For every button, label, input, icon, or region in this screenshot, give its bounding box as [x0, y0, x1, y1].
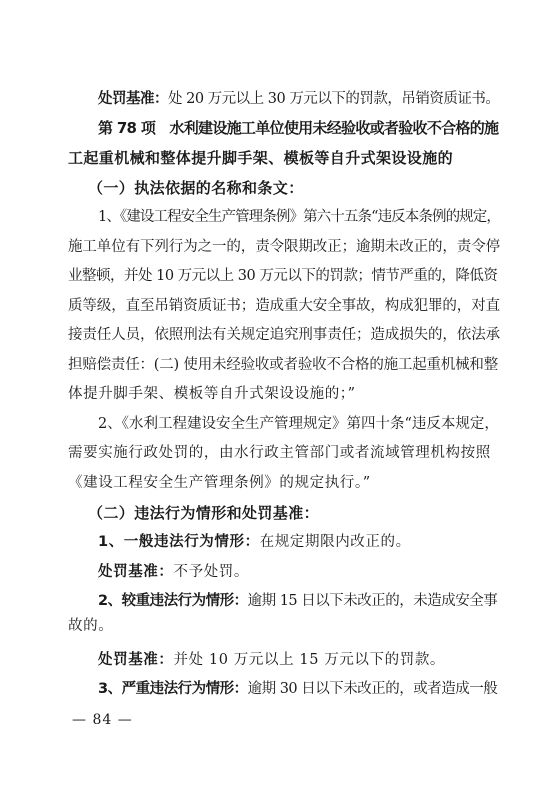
general-penalty-label: 处罚基准： — [98, 564, 174, 580]
penalty-standard-line — [98, 89, 499, 109]
general-violation-line — [98, 532, 411, 552]
basis-1-line: 体提升脚手架、模板等自升式架设设施的；” — [68, 386, 356, 402]
basis-1-line: 施工单位有下列行为之一的，责令限期改正；逾期未改正的，责令停 — [68, 239, 500, 255]
severe-violation-line — [98, 679, 497, 699]
basis-2-line: 需要实施行政处罚的，由水行政主管部门或者流域管理机构按照 — [68, 445, 491, 461]
serious-violation-line — [98, 591, 497, 611]
serious-violation-continuation: 故的。 — [68, 618, 114, 634]
severe-violation-label: 3、严重违法行为情形： — [98, 681, 248, 697]
basis-1-line: 担赔偿责任：(二) 使用未经验收或者验收不合格的施工起重机械和整 — [68, 357, 499, 373]
general-penalty-line — [98, 562, 249, 582]
basis-2-line: 《建设工程安全生产管理条例》的规定执行。” — [68, 475, 371, 491]
serious-violation-text: 逾期 15 日以下未改正的，未造成安全事 — [247, 593, 498, 609]
basis-1-line: 质等级，直至吊销资质证书；造成重大安全事故，构成犯罪的，对直 — [68, 298, 500, 314]
basis-1-line: 1、《建设工程安全生产管理条例》第六十五条“违反本条例的规定， — [98, 209, 500, 225]
serious-penalty-label: 处罚基准： — [98, 652, 174, 668]
page-number: — 84 — — [72, 712, 133, 728]
section-2-title: （二）违法行为情形和处罚基准： — [88, 504, 320, 522]
serious-violation-label: 2、较重违法行为情形： — [98, 593, 248, 609]
section-1-title: （一）执法依据的名称和条文： — [88, 179, 304, 197]
general-penalty-text: 不予处罚。 — [173, 564, 249, 580]
basis-1-line: 业整顿，并处 10 万元以上 30 万元以下的罚款；情节严重的，降低资 — [68, 268, 498, 284]
serious-penalty-line — [98, 650, 445, 670]
penalty-standard-text: 处 20 万元以上 30 万元以下的罚款，吊销资质证书。 — [168, 91, 500, 107]
basis-2-line: 2、《水利工程建设安全生产管理规定》第四十条“违反本规定， — [98, 416, 499, 432]
item-78-heading-line-2: 工起重机械和整体提升脚手架、模板等自升式架设设施的 — [68, 149, 454, 167]
general-violation-label: 1、一般违法行为情形： — [98, 534, 260, 550]
item-78-heading-line-1: 第 78 项 水利建设施工单位使用未经验收或者验收不合格的施 — [98, 119, 499, 137]
severe-violation-text: 逾期 30 日以下未改正的，或者造成一般 — [247, 681, 498, 697]
basis-1-line: 接责任人员，依照刑法有关规定追究刑事责任；造成损失的，依法承 — [68, 327, 500, 343]
general-violation-text: 在规定期限内改正的。 — [259, 534, 411, 550]
serious-penalty-text: 并处 10 万元以上 15 万元以下的罚款。 — [173, 652, 446, 668]
penalty-standard-label: 处罚基准： — [98, 91, 168, 107]
